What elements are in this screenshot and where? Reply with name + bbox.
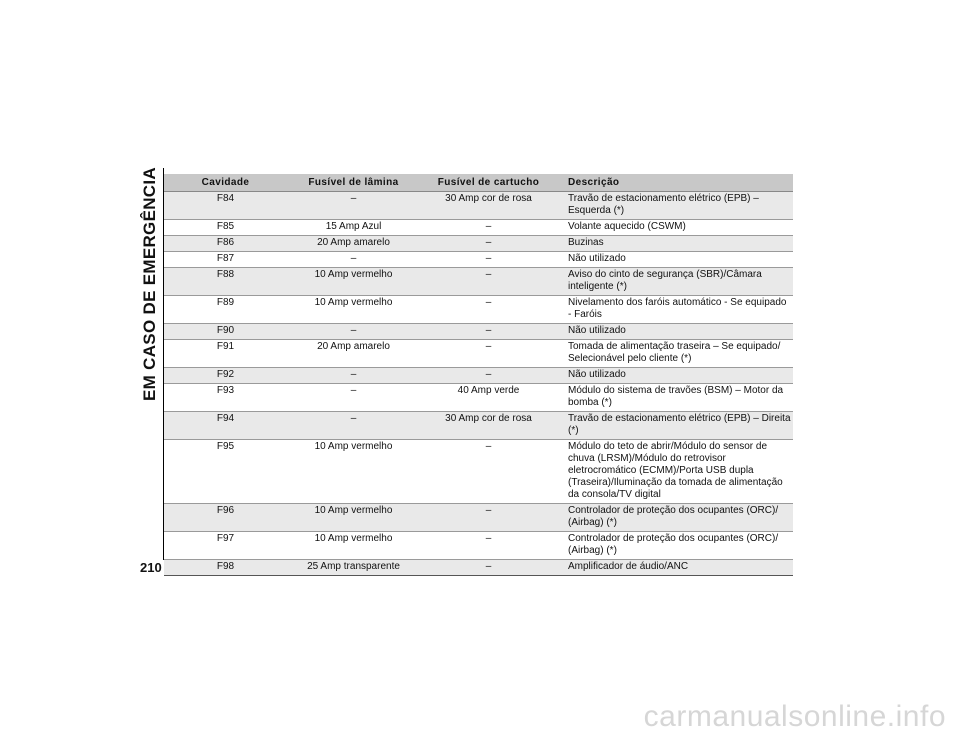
table-header-row — [164, 174, 793, 192]
cell-cavity: F91 — [164, 340, 287, 368]
table-row — [164, 236, 793, 252]
cell-blade-fuse: 25 Amp transparente — [287, 560, 420, 576]
cell-cartridge-fuse: – — [420, 220, 557, 236]
cell-cartridge-fuse: – — [420, 504, 557, 532]
cell-description: Não utilizado — [557, 368, 793, 384]
cell-cavity: F98 — [164, 560, 287, 576]
cell-description: Não utilizado — [557, 324, 793, 340]
cell-cartridge-fuse: – — [420, 236, 557, 252]
cell-blade-fuse: 20 Amp amarelo — [287, 236, 420, 252]
cell-description: Nivelamento dos faróis automático - Se equipado - Faróis — [557, 296, 793, 324]
table-row — [164, 384, 793, 412]
cell-blade-fuse: – — [287, 324, 420, 340]
table-row — [164, 532, 793, 560]
cell-cavity: F92 — [164, 368, 287, 384]
cell-description: Buzinas — [557, 236, 793, 252]
cell-cartridge-fuse: – — [420, 340, 557, 368]
cell-cartridge-fuse: 30 Amp cor de rosa — [420, 192, 557, 220]
table-row — [164, 296, 793, 324]
cell-description: Travão de estacionamento elétrico (EPB) – Esquerda (*) — [557, 192, 793, 220]
table-body — [164, 192, 793, 576]
table-row — [164, 340, 793, 368]
header-blade-fuse: Fusível de lâmina — [287, 174, 420, 192]
cell-cavity: F93 — [164, 384, 287, 412]
cell-blade-fuse: 10 Amp vermelho — [287, 268, 420, 296]
cell-cartridge-fuse: – — [420, 296, 557, 324]
cell-cartridge-fuse: – — [420, 252, 557, 268]
cell-cavity: F94 — [164, 412, 287, 440]
cell-blade-fuse: 10 Amp vermelho — [287, 440, 420, 504]
page-number: 210 — [140, 560, 162, 575]
cell-blade-fuse: – — [287, 384, 420, 412]
table-row — [164, 368, 793, 384]
fuse-table — [164, 174, 793, 576]
cell-blade-fuse: 10 Amp vermelho — [287, 296, 420, 324]
cell-cavity: F87 — [164, 252, 287, 268]
cell-cartridge-fuse: – — [420, 560, 557, 576]
section-title-text: EM CASO DE EMERGÊNCIA — [140, 167, 159, 401]
table-row — [164, 324, 793, 340]
cell-cavity: F84 — [164, 192, 287, 220]
cell-cavity: F90 — [164, 324, 287, 340]
cell-description: Módulo do sistema de travões (BSM) – Motor da bomba (*) — [557, 384, 793, 412]
cell-blade-fuse: – — [287, 412, 420, 440]
table-row — [164, 192, 793, 220]
cell-cavity: F95 — [164, 440, 287, 504]
cell-cavity: F96 — [164, 504, 287, 532]
cell-blade-fuse: 15 Amp Azul — [287, 220, 420, 236]
cell-cartridge-fuse: – — [420, 532, 557, 560]
cell-cavity: F88 — [164, 268, 287, 296]
table-row — [164, 220, 793, 236]
cell-blade-fuse: 10 Amp vermelho — [287, 504, 420, 532]
cell-cavity: F86 — [164, 236, 287, 252]
table-row — [164, 412, 793, 440]
cell-description: Aviso do cinto de segurança (SBR)/Câmara inteligente (*) — [557, 268, 793, 296]
table-row — [164, 504, 793, 532]
cell-cartridge-fuse: – — [420, 440, 557, 504]
cell-blade-fuse: 20 Amp amarelo — [287, 340, 420, 368]
cell-blade-fuse: 10 Amp vermelho — [287, 532, 420, 560]
cell-description: Controlador de proteção dos ocupantes (ORC)/ (Airbag) (*) — [557, 532, 793, 560]
cell-description: Travão de estacionamento elétrico (EPB) – Direita (*) — [557, 412, 793, 440]
cell-cartridge-fuse: – — [420, 268, 557, 296]
table-row — [164, 440, 793, 504]
cell-blade-fuse: – — [287, 252, 420, 268]
cell-description: Amplificador de áudio/ANC — [557, 560, 793, 576]
cell-cartridge-fuse: 40 Amp verde — [420, 384, 557, 412]
cell-cavity: F97 — [164, 532, 287, 560]
section-title — [138, 167, 162, 401]
cell-description: Módulo do teto de abrir/Módulo do sensor de chuva (LRSM)/Módulo do retrovisor eletrocromático (ECMM)/Porta USB dupla (Traseira)/Iluminação da tomada de alimentação da consola/TV digital — [557, 440, 793, 504]
cell-cartridge-fuse: 30 Amp cor de rosa — [420, 412, 557, 440]
table-row — [164, 252, 793, 268]
header-cartridge-fuse: Fusível de cartucho — [420, 174, 557, 192]
cell-cavity: F85 — [164, 220, 287, 236]
cell-blade-fuse: – — [287, 368, 420, 384]
cell-cavity: F89 — [164, 296, 287, 324]
cell-description: Controlador de proteção dos ocupantes (ORC)/ (Airbag) (*) — [557, 504, 793, 532]
cell-description: Não utilizado — [557, 252, 793, 268]
cell-cartridge-fuse: – — [420, 368, 557, 384]
header-description: Descrição — [557, 174, 793, 192]
watermark: carmanualsonline.info — [643, 700, 946, 733]
cell-cartridge-fuse: – — [420, 324, 557, 340]
cell-description: Tomada de alimentação traseira – Se equipado/ Selecionável pelo cliente (*) — [557, 340, 793, 368]
table-row — [164, 560, 793, 576]
cell-blade-fuse: – — [287, 192, 420, 220]
cell-description: Volante aquecido (CSWM) — [557, 220, 793, 236]
table-row — [164, 268, 793, 296]
header-cavity: Cavidade — [164, 174, 287, 192]
